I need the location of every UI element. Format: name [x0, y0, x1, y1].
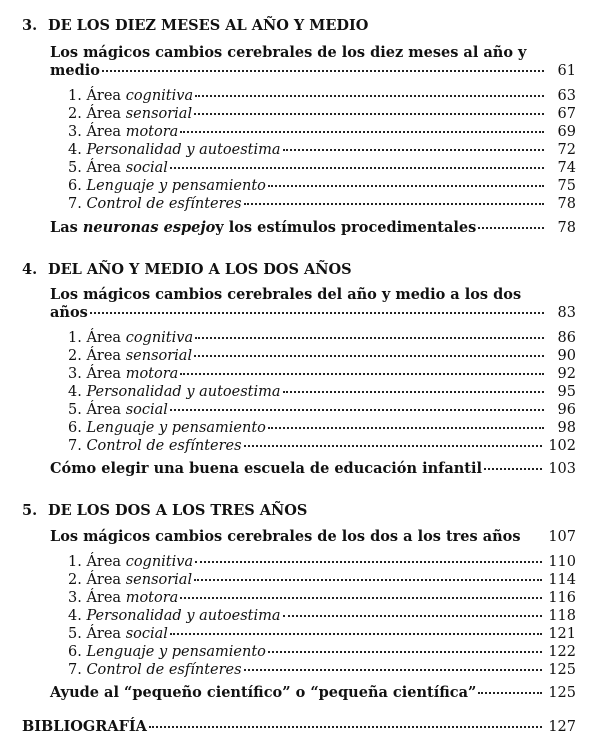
item-number: 2. [68, 106, 82, 122]
item-number: 3. [68, 366, 82, 382]
dot-leader [268, 185, 544, 187]
item-prefix: Área [86, 88, 122, 104]
toc-entry[interactable] [68, 553, 576, 571]
item-number: 5. [68, 160, 82, 176]
item-number: 6. [68, 178, 82, 194]
item-number: 5. [68, 626, 82, 642]
item-title: sensorial [125, 106, 193, 122]
item-prefix: Área [86, 590, 122, 606]
toc-heading-text: Los mágicos cambios cerebrales de los dos a los tres años [50, 528, 521, 545]
item-prefix: Área [86, 106, 122, 122]
toc-heading-text: medio [50, 62, 100, 79]
chapter-number: 4. [22, 261, 38, 278]
page-number: 116 [548, 590, 576, 606]
toc-entry[interactable] [68, 437, 576, 455]
toc-entry[interactable] [68, 195, 576, 213]
bibliography-label: BIBLIOGRAFÍA [22, 718, 147, 735]
item-number: 1. [68, 330, 82, 346]
toc-heading-text: Los mágicos cambios cerebrales del año y medio a los dos [50, 286, 522, 303]
dot-leader [170, 409, 544, 411]
page-number: 110 [548, 554, 576, 570]
item-number: 4. [68, 142, 82, 158]
page-number: 92 [557, 366, 576, 382]
page-number: 63 [557, 88, 576, 104]
item-number: 6. [68, 644, 82, 660]
dot-leader [170, 633, 542, 635]
item-title: Personalidad y autoestima [86, 142, 281, 158]
item-number: 7. [68, 662, 82, 678]
page-number: 102 [548, 438, 576, 454]
toc-entry[interactable] [68, 123, 576, 141]
item-title: social [125, 160, 168, 176]
page-number: 83 [557, 305, 576, 321]
dot-leader [478, 692, 542, 694]
toc-entry[interactable] [68, 105, 576, 123]
chapter-title: DE LOS DOS A LOS TRES AÑOS [48, 502, 308, 519]
toc-entry[interactable] [68, 625, 576, 643]
toc-heading-line [50, 286, 576, 304]
page-number: 86 [557, 330, 576, 346]
page-number: 125 [548, 662, 576, 678]
toc-entry[interactable] [50, 219, 576, 237]
dot-leader [194, 113, 544, 115]
dot-leader [244, 203, 544, 205]
page-number: 90 [557, 348, 576, 364]
toc-entry[interactable] [68, 365, 576, 383]
toc-entry[interactable] [50, 460, 576, 478]
dot-leader [268, 651, 542, 653]
item-title: Lenguaje y pensamiento [86, 644, 266, 660]
item-title: social [125, 402, 168, 418]
chapter-heading [22, 17, 368, 35]
item-title: cognitiva [125, 88, 194, 104]
toc-entry[interactable] [68, 383, 576, 401]
dot-leader [194, 355, 544, 357]
item-title: Control de esfínteres [86, 196, 242, 212]
dot-leader [268, 427, 544, 429]
toc-entry[interactable] [68, 571, 576, 589]
toc-entry[interactable] [68, 661, 576, 679]
toc-entry[interactable] [68, 347, 576, 365]
dot-leader [194, 579, 542, 581]
toc-entry[interactable] [50, 528, 576, 546]
item-number: 6. [68, 420, 82, 436]
dot-leader [478, 227, 544, 229]
toc-entry[interactable] [68, 177, 576, 195]
item-title: sensorial [125, 348, 193, 364]
toc-entry[interactable] [68, 159, 576, 177]
page-number: 118 [548, 608, 576, 624]
toc-entry[interactable] [68, 401, 576, 419]
item-prefix: Área [86, 124, 122, 140]
entry-text-italic: neuronas espejo [82, 219, 216, 236]
item-title: sensorial [125, 572, 193, 588]
item-prefix: Área [86, 554, 122, 570]
item-title: social [125, 626, 168, 642]
item-number: 4. [68, 384, 82, 400]
item-number: 2. [68, 572, 82, 588]
item-title: cognitiva [125, 554, 194, 570]
dot-leader [283, 391, 544, 393]
toc-entry[interactable] [68, 607, 576, 625]
page-number: 127 [548, 719, 576, 735]
dot-leader [283, 149, 544, 151]
toc-entry-bibliography[interactable] [22, 718, 576, 736]
page-number: 96 [557, 402, 576, 418]
page-number: 74 [557, 160, 576, 176]
page-number: 125 [548, 685, 576, 701]
item-title: motora [125, 590, 179, 606]
dot-leader [149, 726, 542, 728]
dot-leader [195, 95, 544, 97]
toc-heading-line [50, 44, 576, 62]
dot-leader [484, 468, 542, 470]
item-title: motora [125, 124, 179, 140]
page-number: 114 [548, 572, 576, 588]
entry-text: Las [50, 219, 78, 236]
dot-leader [102, 70, 544, 72]
toc-entry[interactable] [68, 589, 576, 607]
page-number: 69 [557, 124, 576, 140]
toc-entry[interactable] [68, 329, 576, 347]
chapter-number: 3. [22, 17, 38, 34]
item-number: 7. [68, 196, 82, 212]
item-title: Lenguaje y pensamiento [86, 420, 266, 436]
toc-entry[interactable] [68, 87, 576, 105]
item-title: Personalidad y autoestima [86, 608, 281, 624]
toc-entry[interactable] [68, 419, 576, 437]
page-number: 121 [548, 626, 576, 642]
entry-text: Ayude al “pequeño científico” o “pequeña científica” [50, 684, 477, 701]
dot-leader [90, 312, 544, 314]
item-title: cognitiva [125, 330, 194, 346]
dot-leader [195, 561, 542, 563]
chapter-heading [22, 261, 352, 279]
item-prefix: Área [86, 160, 122, 176]
toc-entry[interactable] [50, 684, 576, 702]
item-number: 5. [68, 402, 82, 418]
item-prefix: Área [86, 572, 122, 588]
dot-leader [244, 669, 543, 671]
item-title: Personalidad y autoestima [86, 384, 281, 400]
item-title: Lenguaje y pensamiento [86, 178, 266, 194]
page-number: 98 [557, 420, 576, 436]
toc-entry[interactable] [68, 643, 576, 661]
chapter-title: DE LOS DIEZ MESES AL AÑO Y MEDIO [48, 17, 369, 34]
item-title: Control de esfínteres [86, 662, 242, 678]
item-prefix: Área [86, 366, 122, 382]
item-title: Control de esfínteres [86, 438, 242, 454]
page-number: 67 [557, 106, 576, 122]
chapter-heading [22, 502, 307, 520]
chapter-number: 5. [22, 502, 38, 519]
page-number: 78 [557, 220, 576, 236]
toc-entry[interactable] [68, 141, 576, 159]
page-number: 78 [557, 196, 576, 212]
dot-leader [283, 615, 543, 617]
page-number: 75 [557, 178, 576, 194]
page-number: 61 [557, 63, 576, 79]
item-number: 1. [68, 88, 82, 104]
dot-leader [170, 167, 544, 169]
dot-leader [195, 337, 544, 339]
item-number: 4. [68, 608, 82, 624]
toc-entry[interactable] [50, 304, 576, 322]
item-number: 3. [68, 590, 82, 606]
dot-leader [244, 445, 543, 447]
page-number: 122 [548, 644, 576, 660]
dot-leader [180, 373, 544, 375]
item-title: motora [125, 366, 179, 382]
toc-heading-text: Los mágicos cambios cerebrales de los diez meses al año y [50, 44, 527, 61]
item-number: 3. [68, 124, 82, 140]
item-prefix: Área [86, 330, 122, 346]
entry-text: Cómo elegir una buena escuela de educación infantil [50, 460, 483, 477]
dot-leader [180, 131, 544, 133]
item-number: 7. [68, 438, 82, 454]
chapter-title: DEL AÑO Y MEDIO A LOS DOS AÑOS [48, 261, 352, 278]
dot-leader [180, 597, 542, 599]
item-prefix: Área [86, 402, 122, 418]
entry-text: y los estímulos procedimentales [215, 219, 477, 236]
toc-entry[interactable] [50, 62, 576, 80]
page-number: 103 [548, 461, 576, 477]
item-prefix: Área [86, 626, 122, 642]
toc-heading-text: años [50, 304, 88, 321]
page-number: 95 [557, 384, 576, 400]
item-number: 2. [68, 348, 82, 364]
item-prefix: Área [86, 348, 122, 364]
page-number: 107 [548, 529, 576, 545]
page-number: 72 [557, 142, 576, 158]
item-number: 1. [68, 554, 82, 570]
